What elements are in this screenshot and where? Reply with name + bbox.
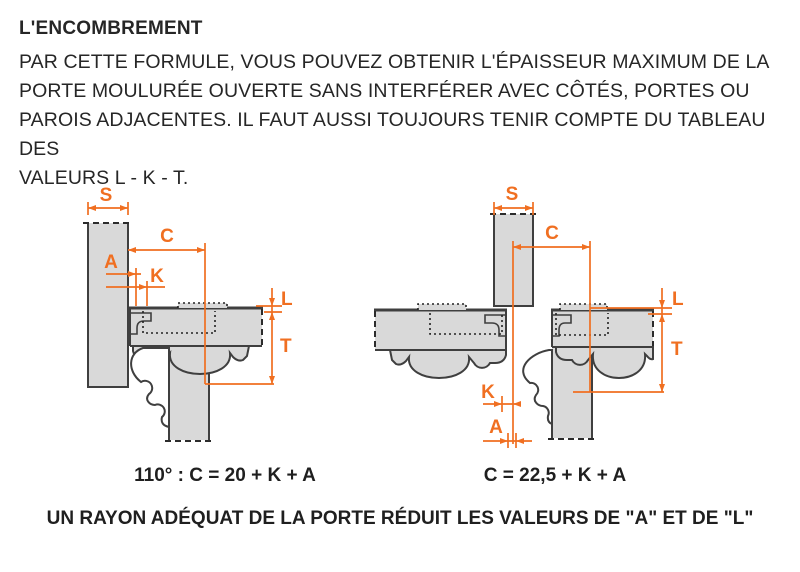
dim-label-a: A (489, 417, 503, 438)
hinge-cup-boss (560, 304, 607, 310)
dim-label-l: L (672, 289, 684, 310)
dim-label-c: C (545, 223, 559, 244)
page-title: L'ENCOMBREMENT (19, 18, 203, 39)
dim-label-l: L (281, 289, 293, 310)
dim-label-s: S (505, 184, 519, 205)
diagram-right-twin-hinge (374, 184, 684, 448)
footer-note: UN RAYON ADÉQUAT DE LA PORTE RÉDUIT LES VALEURS DE "A" ET DE "L" (46, 508, 754, 529)
hinge-cup-boss (418, 304, 466, 310)
dim-s (88, 185, 128, 215)
dim-label-a: A (104, 252, 118, 273)
left-door-slab (375, 310, 506, 350)
formula-right: C = 22,5 + K + A (483, 465, 627, 486)
dim-s (494, 184, 533, 215)
dim-label-k: K (150, 266, 164, 287)
dim-label-k: K (481, 382, 495, 403)
dim-label-c: C (160, 226, 174, 247)
diagram-left-overlay-hinge (83, 185, 293, 441)
dim-a (483, 417, 532, 448)
formula-left: 110° : C = 20 + K + A (134, 465, 316, 486)
dim-label-t: T (671, 339, 683, 360)
dim-label-s: S (99, 185, 113, 206)
intro-line: PORTE MOULURÉE OUVERTE SANS INTERFÉRER AVEC CÔTÉS, PORTES OU (19, 80, 750, 102)
intro-line: PAR CETTE FORMULE, VOUS POUVEZ OBTENIR L'ÉPAISSEUR MAXIMUM DE LA (19, 51, 770, 73)
intro-line: VALEURS L - K - T. (19, 167, 189, 189)
closed-door-molding (523, 350, 552, 424)
intro-line: PAROIS ADJACENTES. IL FAUT AUSSI TOUJOURS TENIR COMPTE DU TABLEAU DES (19, 109, 766, 160)
left-door-molding (390, 350, 506, 378)
dim-k (481, 382, 521, 412)
dim-label-t: T (280, 336, 292, 357)
side-panel (88, 223, 128, 387)
closed-door-molding (131, 348, 169, 427)
